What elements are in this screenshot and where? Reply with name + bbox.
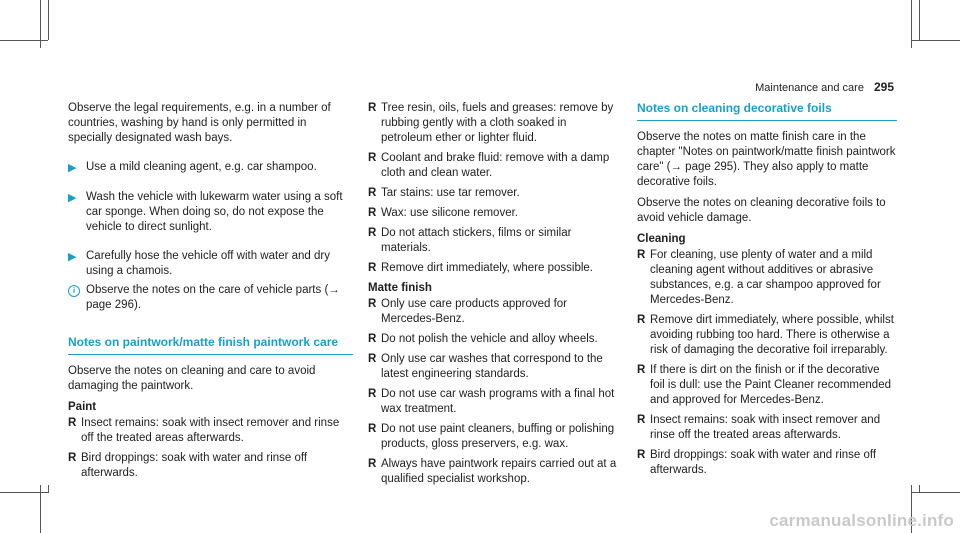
- bullet-icon: R: [637, 249, 646, 261]
- bullet-list: [637, 248, 897, 478]
- paragraph: Observe the notes on matte finish care in the chapter "Notes on paintwork/matte finish paintwork care" (→ page 295). They also apply to matte decorative foils.: [637, 131, 896, 188]
- list-item: R Insect remains: soak with insect remover and rinse off the treated areas afterwards.: [68, 417, 340, 444]
- arrow-icon: ▶: [68, 162, 77, 174]
- bullet-icon: R: [368, 207, 377, 219]
- list-item: R Do not polish the vehicle and alloy wheels.: [368, 333, 598, 345]
- section-heading: Notes on cleaning decorative foils: [637, 101, 897, 121]
- crop-mark: [0, 492, 48, 493]
- list-item: R Only use car washes that correspond to the latest engineering standards.: [368, 353, 603, 380]
- bullet-icon: R: [368, 458, 377, 470]
- list-item: R Do not use car wash programs with a final hot wax treatment.: [368, 388, 615, 415]
- bullet-icon: R: [368, 423, 377, 435]
- bullet-icon: R: [368, 262, 377, 274]
- bullet-icon: R: [68, 452, 77, 464]
- bullet-icon: R: [368, 152, 377, 164]
- column-left: [68, 101, 353, 486]
- step-text: Wash the vehicle with lukewarm water using a soft car sponge. When doing so, do not expose the vehicle to direct sunlight.: [86, 191, 343, 233]
- bullet-icon: R: [368, 353, 377, 365]
- crop-mark: [919, 485, 920, 493]
- bullet-icon: R: [637, 449, 646, 461]
- section-heading: Notes on paintwork/matte finish paintwork care: [68, 335, 353, 355]
- step-text: Use a mild cleaning agent, e.g. car shampoo.: [86, 161, 317, 173]
- note-text: Observe the notes on the care of vehicle parts (→ page 296).: [86, 284, 340, 311]
- info-note: [68, 283, 353, 313]
- list-item: R Only use care products approved for Mercedes-Benz.: [368, 298, 568, 325]
- subheading: Matte finish: [368, 282, 432, 294]
- list-item: R Remove dirt immediately, where possible.: [368, 262, 593, 274]
- subheading: Cleaning: [637, 233, 686, 245]
- watermark: carmanualsonline.info: [769, 511, 954, 530]
- list-item: R Tar stains: use tar remover.: [368, 187, 520, 199]
- bullet-icon: R: [368, 298, 377, 310]
- bullet-icon: R: [68, 417, 77, 429]
- bullet-icon: R: [637, 414, 646, 426]
- list-item: R Wax: use silicone remover.: [368, 207, 518, 219]
- crop-mark: [919, 0, 920, 40]
- step: [68, 249, 353, 279]
- list-item: R Insect remains: soak with insect remover and rinse off the treated areas afterwards.: [637, 414, 881, 441]
- crop-mark: [48, 485, 49, 493]
- column-middle: [368, 101, 618, 492]
- bullet-icon: R: [368, 187, 377, 199]
- subheading: Paint: [68, 401, 97, 413]
- step: [68, 160, 353, 176]
- list-item: R Bird droppings: soak with water and rinse off afterwards.: [68, 452, 308, 479]
- list-item: R Do not use paint cleaners, buffing or polishing products, gloss preservers, e.g. wax.: [368, 423, 615, 450]
- bullet-icon: R: [368, 333, 377, 345]
- section-title: Maintenance and care: [755, 82, 864, 94]
- arrow-icon: ▶: [68, 251, 77, 263]
- paragraph: Observe the notes on cleaning decorative foils to avoid vehicle damage.: [637, 197, 886, 224]
- crop-mark: [911, 40, 960, 41]
- list-item: R For cleaning, use plenty of water and a mild cleaning agent without additives or abrasive substances, e.g. a car shampoo approved for Mercedes-Benz.: [637, 249, 881, 306]
- crop-mark: [48, 0, 49, 40]
- bullet-icon: R: [368, 102, 377, 114]
- list-item: R Tree resin, oils, fuels and greases: remove by rubbing gently with a cloth soaked in petroleum ether or lighter fluid.: [368, 102, 614, 144]
- list-item: R If there is dirt on the finish or if the decorative foil is dull: use the Paint Cleaner recommended and approved for Mercedes-Benz.: [637, 364, 891, 406]
- list-item: R Always have paintwork repairs carried out at a qualified specialist workshop.: [368, 458, 617, 485]
- intro-paragraph: Observe the legal requirements, e.g. in a number of countries, washing by hand is only permitted in specially designated wash bays.: [68, 102, 331, 144]
- bullet-icon: R: [637, 364, 646, 376]
- crop-mark: [0, 40, 48, 41]
- step-text: Carefully hose the vehicle off with water and dry using a chamois.: [86, 250, 330, 277]
- list-item: R Coolant and brake fluid: remove with a damp cloth and clean water.: [368, 152, 610, 179]
- column-right: [637, 101, 897, 483]
- page-number: 295: [873, 80, 894, 94]
- bullet-list: [368, 101, 618, 276]
- bullet-icon: R: [368, 388, 377, 400]
- bullet-list: [368, 297, 618, 487]
- list-item: R Bird droppings: soak with water and rinse off afterwards.: [637, 449, 877, 476]
- list-item: R Do not attach stickers, films or similar materials.: [368, 227, 572, 254]
- info-icon: i: [68, 285, 80, 297]
- bullet-icon: R: [368, 227, 377, 239]
- bullet-icon: R: [637, 314, 646, 326]
- step: [68, 190, 353, 235]
- paragraph: Observe the notes on cleaning and care to avoid damaging the paintwork.: [68, 365, 316, 392]
- page-header: [755, 80, 894, 94]
- bullet-list: [68, 416, 353, 481]
- arrow-icon: ▶: [68, 192, 77, 204]
- list-item: R Remove dirt immediately, where possible, whilst avoiding rubbing too hard. There is otherwise a risk of damaging the decorative foil irreparably.: [637, 314, 894, 356]
